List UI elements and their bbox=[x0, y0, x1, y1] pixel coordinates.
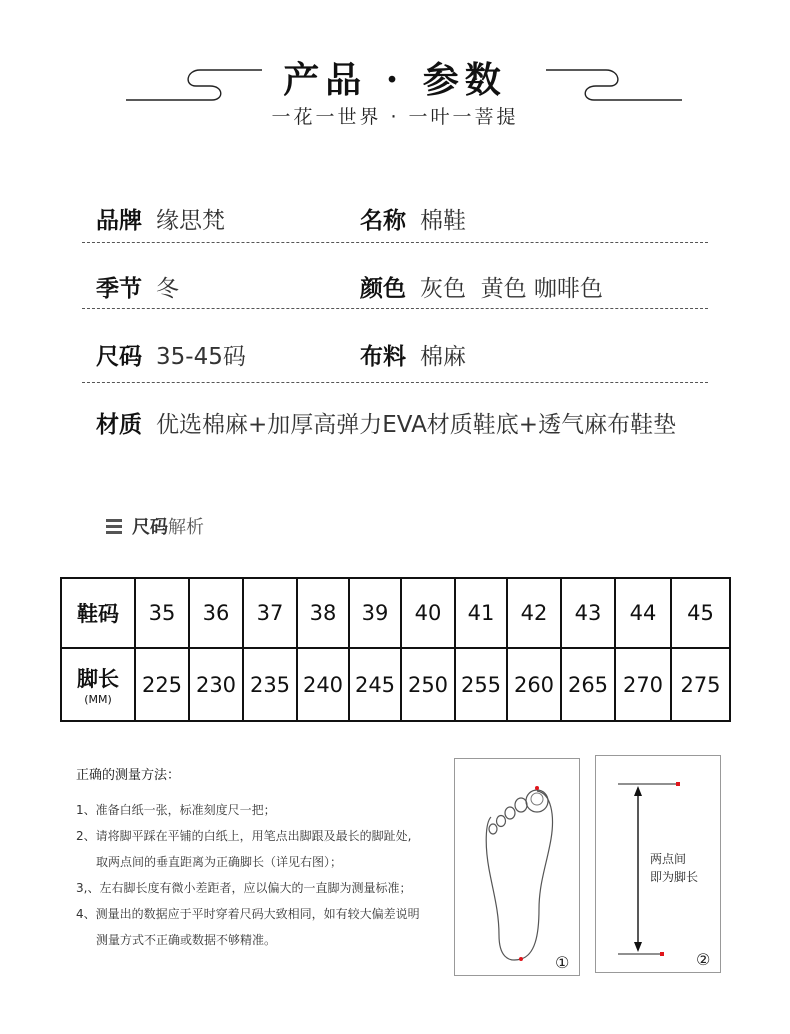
size-cell: 44 bbox=[615, 578, 671, 648]
param-label-season: 季节 bbox=[96, 275, 142, 302]
param-row-4 bbox=[96, 388, 736, 456]
param-label-brand: 品牌 bbox=[96, 207, 142, 234]
divider bbox=[82, 242, 708, 243]
size-cell: 40 bbox=[401, 578, 455, 648]
size-table bbox=[60, 577, 731, 722]
param-label-name: 名称 bbox=[360, 207, 406, 234]
size-section-header bbox=[106, 513, 204, 539]
page-subtitle: 一花一世界 · 一叶一菩提 bbox=[271, 106, 519, 128]
figure-2-caption bbox=[650, 850, 698, 886]
param-label-fabric: 布料 bbox=[360, 343, 406, 370]
param-value-brand: 缘思梵 bbox=[156, 207, 225, 234]
instructions-heading: 正确的测量方法： bbox=[76, 768, 181, 783]
size-cell: 38 bbox=[297, 578, 349, 648]
figure-2-caption-line1: 两点间 bbox=[650, 852, 687, 866]
measurement-instructions bbox=[76, 764, 436, 953]
length-cell: 250 bbox=[401, 648, 455, 721]
length-cell: 255 bbox=[455, 648, 507, 721]
param-row-3 bbox=[96, 320, 708, 388]
length-cell: 265 bbox=[561, 648, 615, 721]
length-cell: 275 bbox=[671, 648, 730, 721]
length-cell: 240 bbox=[297, 648, 349, 721]
divider bbox=[82, 382, 708, 383]
size-cell: 45 bbox=[671, 578, 730, 648]
instruction-line: 3,、左右脚长度有微小差距者，应以偏大的一直脚为测量标准； bbox=[76, 881, 412, 895]
param-label-color: 颜色 bbox=[360, 275, 406, 302]
size-section-title-light: 解析 bbox=[168, 517, 204, 538]
param-value-material: 优选棉麻+加厚高弹力EVA材质鞋底+透气麻布鞋垫 bbox=[156, 411, 677, 438]
list-icon bbox=[106, 519, 122, 534]
row-label-foot-length bbox=[61, 648, 135, 721]
figure-2-caption-line2: 即为脚长 bbox=[650, 870, 699, 884]
param-label-size: 尺码 bbox=[96, 343, 142, 370]
instruction-line: 测量方式不正确或数据不够精准。 bbox=[96, 933, 277, 947]
length-cell: 225 bbox=[135, 648, 189, 721]
param-value-name: 棉鞋 bbox=[420, 207, 466, 234]
param-value-color: 灰色 黄色 咖啡色 bbox=[420, 275, 603, 302]
instruction-line: 4、测量出的数据应于平时穿着尺码大致相同，如有较大偏差说明 bbox=[76, 907, 420, 921]
size-cell: 43 bbox=[561, 578, 615, 648]
size-section-title-bold: 尺码 bbox=[132, 517, 168, 538]
figure-1-label: ① bbox=[555, 953, 570, 972]
page-title: 产品 · 参数 bbox=[283, 59, 507, 101]
size-cell: 41 bbox=[455, 578, 507, 648]
length-cell: 270 bbox=[615, 648, 671, 721]
param-label-material: 材质 bbox=[96, 411, 142, 438]
param-value-season: 冬 bbox=[156, 275, 179, 302]
instruction-line: 取两点间的垂直距离为正确脚长（详见右图）； bbox=[96, 855, 343, 869]
foot-outline-icon bbox=[455, 759, 579, 975]
size-cell: 35 bbox=[135, 578, 189, 648]
figure-foot bbox=[454, 758, 580, 976]
size-cell: 39 bbox=[349, 578, 401, 648]
row-label-foot-length-text: 脚长 bbox=[77, 667, 119, 691]
param-value-fabric: 棉麻 bbox=[420, 343, 466, 370]
param-value-size: 35-45码 bbox=[156, 343, 246, 370]
length-cell: 245 bbox=[349, 648, 401, 721]
size-cell: 37 bbox=[243, 578, 297, 648]
length-cell: 260 bbox=[507, 648, 561, 721]
row-label-foot-length-unit: (MM) bbox=[84, 693, 112, 706]
size-cell: 36 bbox=[189, 578, 243, 648]
length-cell: 235 bbox=[243, 648, 297, 721]
divider bbox=[82, 308, 708, 309]
row-label-shoe-size: 鞋码 bbox=[61, 578, 135, 648]
figure-2-label: ② bbox=[696, 950, 711, 969]
table-row bbox=[61, 648, 730, 721]
instruction-line: 1、准备白纸一张，标准刻度尺一把； bbox=[76, 803, 276, 817]
param-row-2 bbox=[96, 252, 708, 320]
instruction-line: 2、请将脚平踩在平铺的白纸上，用笔点出脚跟及最长的脚趾处, bbox=[76, 829, 412, 843]
size-cell: 42 bbox=[507, 578, 561, 648]
length-cell: 230 bbox=[189, 648, 243, 721]
table-row bbox=[61, 578, 730, 648]
figure-measure bbox=[595, 755, 721, 973]
